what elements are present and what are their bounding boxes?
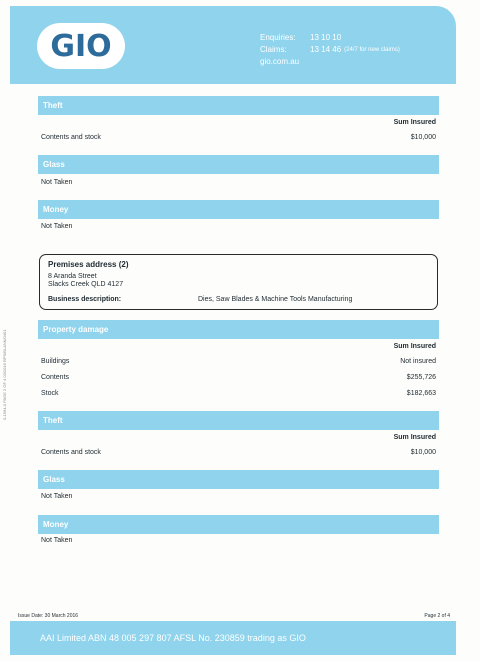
- property-row-value: $255,726: [406, 374, 436, 381]
- company-details: AAI Limited ABN 48 005 297 807 AFSL No. 230859 trading as GIO: [40, 633, 306, 643]
- claims-note: (24/7 for new claims): [344, 47, 400, 53]
- glass-section-header: Glass: [38, 470, 439, 489]
- side-reference-code: 0-1564-0 PAGE 2 OF 4 03/2016 RPS/BLANK/0401: [2, 329, 7, 420]
- money-section-header: Money: [38, 515, 439, 534]
- money-value: Not Taken: [41, 223, 73, 230]
- money-value: Not Taken: [41, 537, 73, 544]
- glass-value: Not Taken: [41, 493, 73, 500]
- sum-insured-header: Sum Insured: [393, 434, 436, 441]
- page-number: Page 2 of 4: [424, 613, 450, 619]
- glass-section-header: Glass: [38, 155, 439, 174]
- sum-insured-header: Sum Insured: [393, 343, 436, 350]
- contact-info: [260, 32, 400, 68]
- theft-section-header: Theft: [38, 96, 439, 115]
- claims-label: Claims:: [260, 45, 287, 54]
- property-row-label: Contents: [41, 374, 70, 381]
- premises-address-line2: Slacks Creek QLD 4127: [48, 281, 124, 288]
- sum-insured-header: Sum Insured: [393, 119, 436, 126]
- website-link[interactable]: gio.com.au: [260, 57, 300, 66]
- business-description-label: Business description:: [48, 296, 122, 303]
- footer-banner: [10, 621, 456, 655]
- theft-item-value: $10,000: [410, 449, 436, 456]
- money-section-header: Money: [38, 200, 439, 219]
- business-description-value: Dies, Saw Blades & Machine Tools Manufacturing: [198, 296, 353, 303]
- premises-title: Premises address (2): [48, 260, 129, 269]
- glass-value: Not Taken: [41, 179, 73, 186]
- premises-address-line1: 8 Aranda Street: [48, 273, 97, 280]
- property-row-value: $182,663: [406, 390, 436, 397]
- property-row-value: Not insured: [400, 358, 436, 365]
- enquiries-label: Enquiries:: [260, 33, 296, 42]
- claims-number: 13 14 46: [310, 45, 342, 54]
- premises-address-box: [39, 254, 438, 310]
- theft-item-label: Contents and stock: [41, 134, 101, 141]
- property-row-label: Buildings: [41, 358, 70, 365]
- theft-section-header: Theft: [38, 411, 439, 430]
- issue-date: Issue Date: 30 March 2016: [18, 613, 79, 619]
- property-damage-section-header: Property damage: [38, 320, 439, 339]
- header-banner: [10, 6, 456, 84]
- enquiries-number: 13 10 10: [310, 33, 342, 42]
- theft-item-label: Contents and stock: [41, 449, 101, 456]
- gio-logo: [37, 23, 125, 69]
- property-row-label: Stock: [41, 390, 59, 397]
- theft-item-value: $10,000: [410, 134, 436, 141]
- logo-text: GIO: [50, 28, 112, 64]
